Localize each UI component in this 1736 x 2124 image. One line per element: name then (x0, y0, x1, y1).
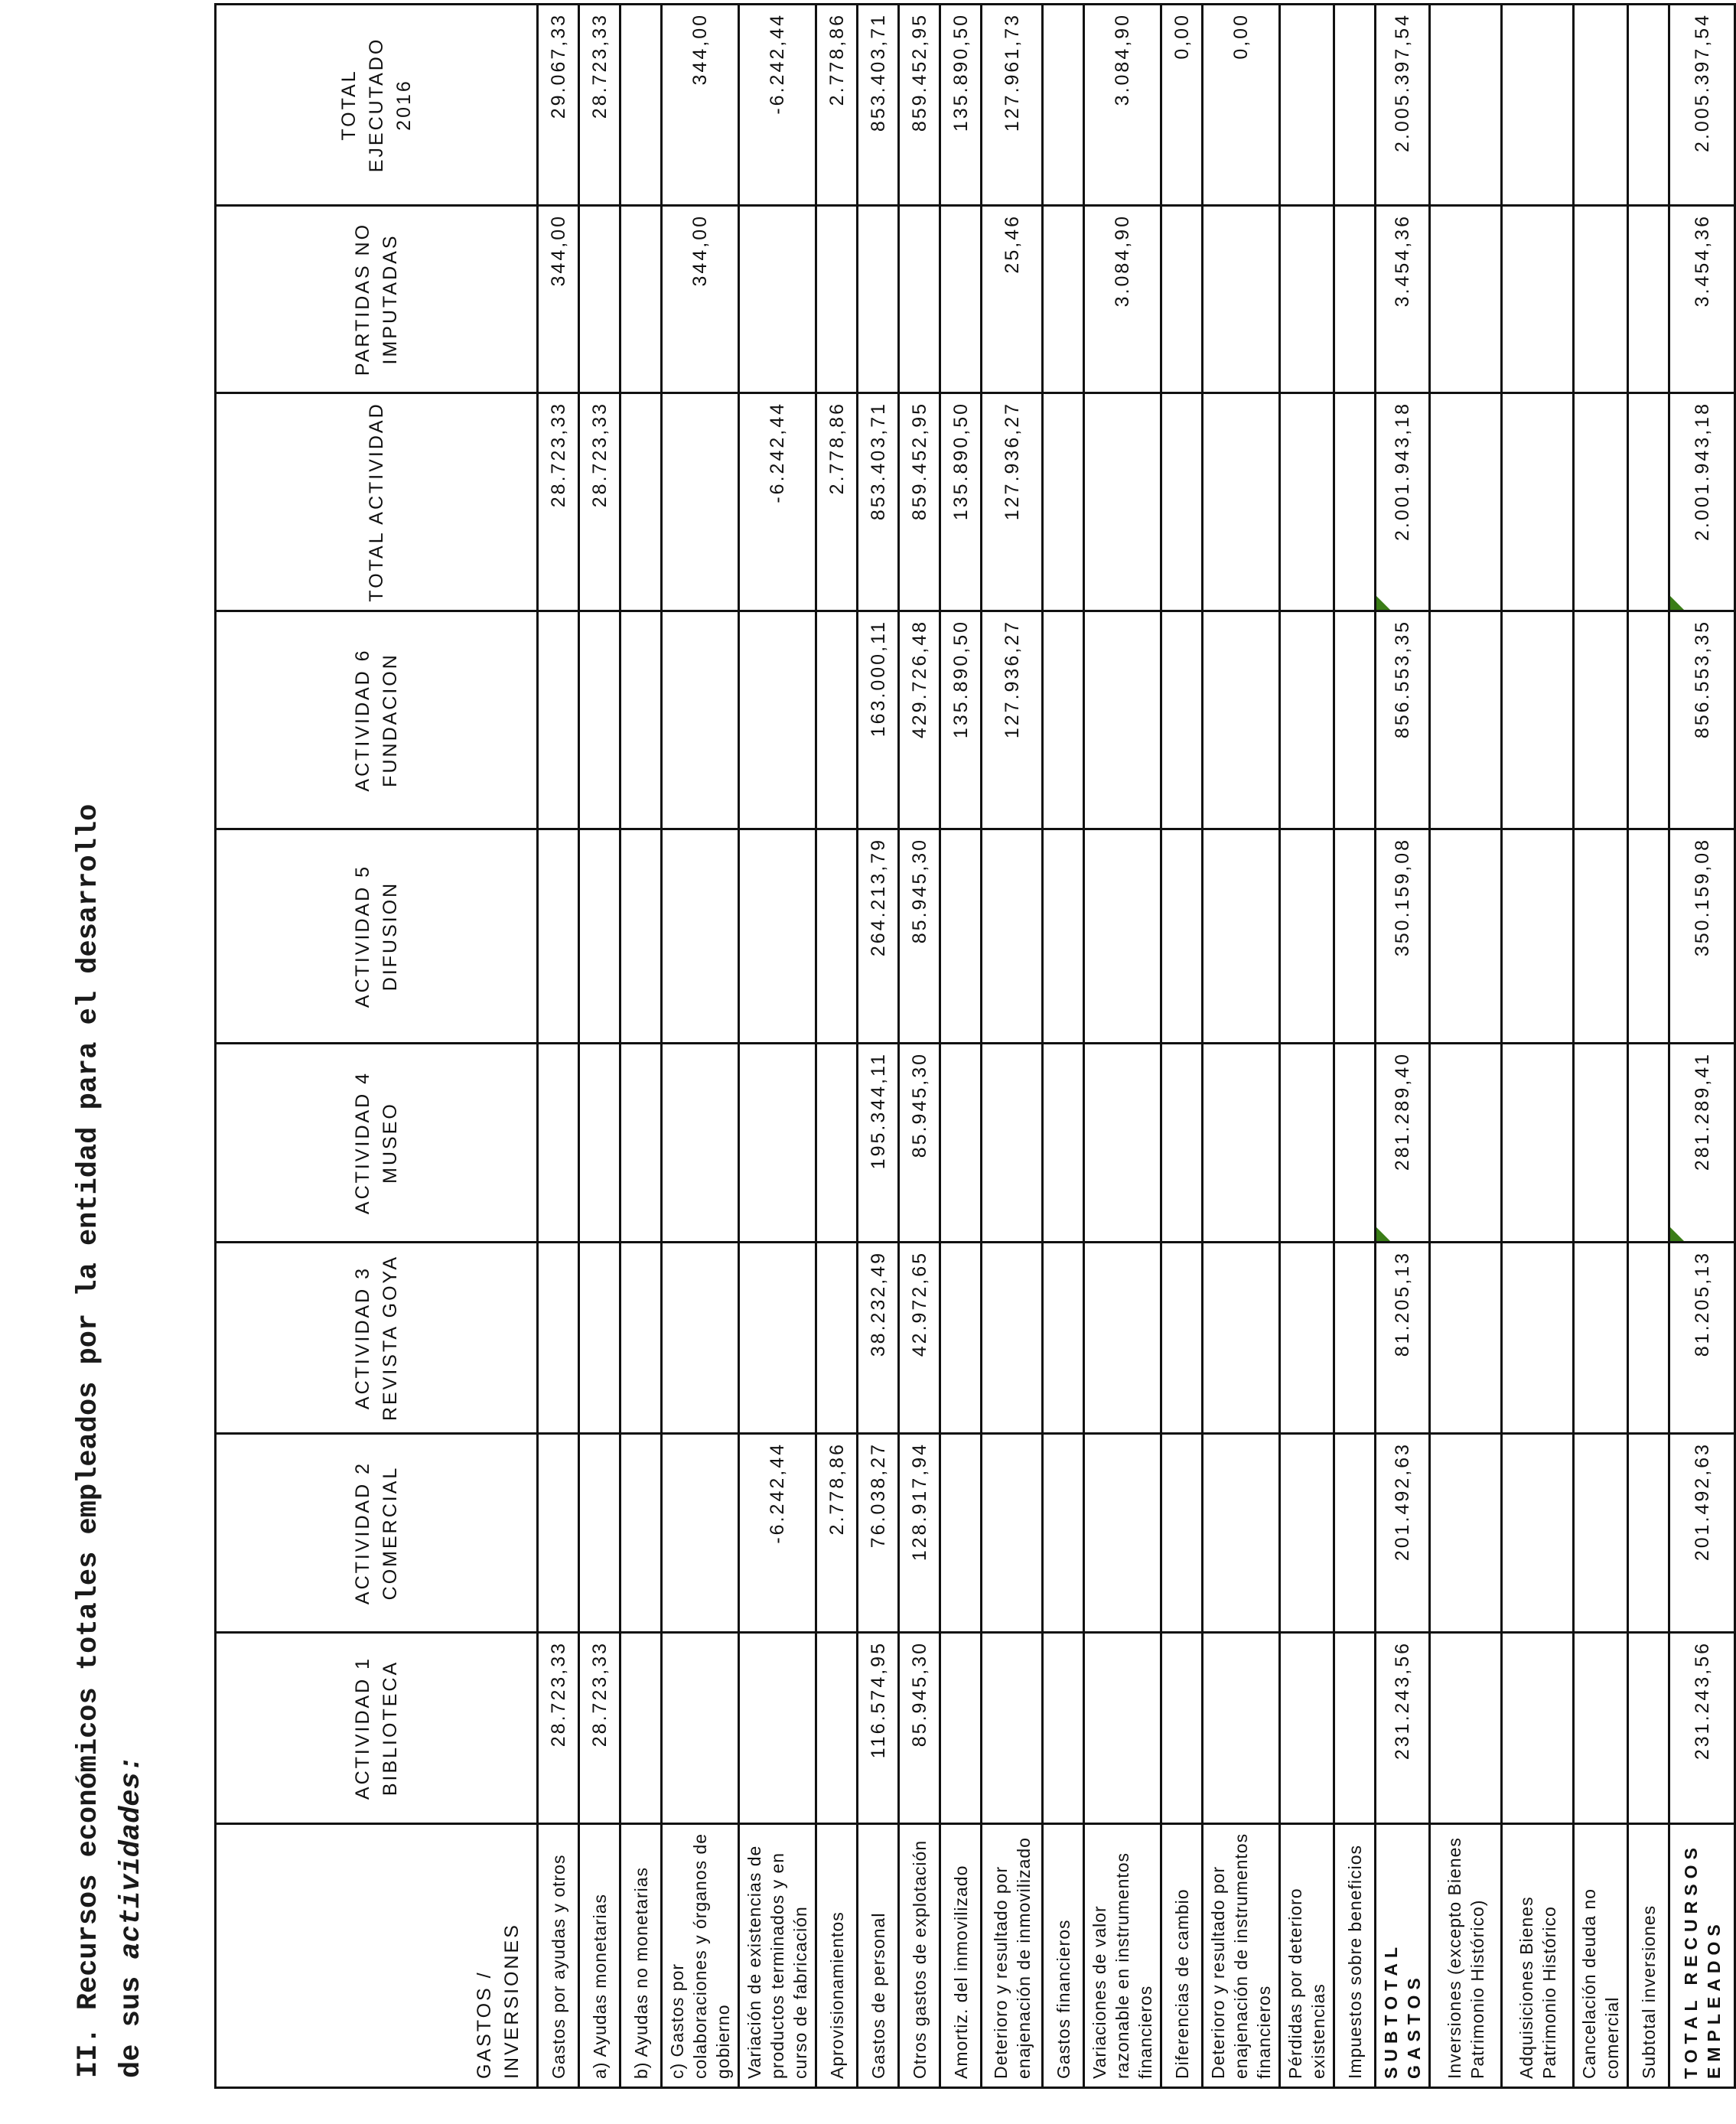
table-cell (1574, 829, 1628, 1044)
table-cell (1574, 206, 1628, 393)
table-row (1161, 5, 1203, 2088)
table-cell: 3.454,36 (1669, 206, 1735, 393)
table-cell (620, 393, 662, 611)
table-cell (1161, 611, 1203, 829)
table-cell (1334, 1434, 1376, 1633)
table-row (858, 5, 899, 2088)
column-header: ACTIVIDAD 5 DIFUSION (216, 829, 538, 1044)
table-cell (1502, 1434, 1574, 1633)
table-row (982, 5, 1043, 2088)
table-cell: 0,00 (1203, 5, 1280, 206)
table-cell: 344,00 (662, 5, 739, 206)
table-cell (1334, 1633, 1376, 1824)
table-cell (579, 1044, 620, 1243)
table-cell (816, 1633, 858, 1824)
table-cell: 76.038,27 (858, 1434, 899, 1633)
table-cell (1628, 611, 1669, 829)
table-cell: 85.945,30 (899, 829, 940, 1044)
table-cell: 128.917,94 (899, 1434, 940, 1633)
table-cell (739, 1633, 816, 1824)
column-header: ACTIVIDAD 2 COMERCIAL (216, 1434, 538, 1633)
table-row (579, 5, 620, 2088)
table-cell (1628, 1434, 1669, 1633)
column-header: ACTIVIDAD 1 BIBLIOTECA (216, 1633, 538, 1824)
row-label: TOTAL RECURSOS EMPLEADOS (1669, 1824, 1735, 2088)
table-cell: 3.084,90 (1084, 206, 1161, 393)
table-cell: 28.723,33 (579, 5, 620, 206)
table-cell (1430, 1243, 1502, 1434)
table-cell: -6.242,44 (739, 1434, 816, 1633)
table-cell (1161, 206, 1203, 393)
table-row (1430, 5, 1502, 2088)
table-cell (1084, 829, 1161, 1044)
table-cell: 281.289,40 (1376, 1044, 1430, 1243)
table-cell (662, 1044, 739, 1243)
table-cell (1203, 206, 1280, 393)
table-cell: 116.574,95 (858, 1633, 899, 1824)
table-cell: 135.890,50 (940, 611, 982, 829)
table-cell (579, 611, 620, 829)
table-cell (1334, 393, 1376, 611)
row-label: Subtotal inversiones (1628, 1824, 1669, 2088)
table-cell (982, 1633, 1043, 1824)
table-row (739, 5, 816, 2088)
table-cell: 853.403,71 (858, 393, 899, 611)
table-cell (1280, 1633, 1334, 1824)
table-cell: 127.961,73 (982, 5, 1043, 206)
table-cell: 195.344,11 (858, 1044, 899, 1243)
table-cell (1334, 1243, 1376, 1434)
table-row (1084, 5, 1161, 2088)
row-label: Diferencias de cambio (1161, 1824, 1203, 2088)
row-label: Deterioro y resultado por enajenación de inmovilizado (982, 1824, 1043, 2088)
table-cell: 859.452,95 (899, 393, 940, 611)
table-cell (1502, 611, 1574, 829)
table-cell: 2.005.397,54 (1669, 5, 1735, 206)
table-cell (1084, 393, 1161, 611)
table-cell (1043, 611, 1084, 829)
row-label: a) Ayudas monetarias (579, 1824, 620, 2088)
table-cell (1628, 1044, 1669, 1243)
table-cell: 231.243,56 (1669, 1633, 1735, 1824)
row-label: Gastos de personal (858, 1824, 899, 2088)
table-cell: 0,00 (1161, 5, 1203, 206)
table-cell (1280, 829, 1334, 1044)
table-cell: 135.890,50 (940, 393, 982, 611)
table-cell (1203, 1243, 1280, 1434)
table-cell (538, 829, 579, 1044)
table-cell (1628, 1633, 1669, 1824)
table-cell: 28.723,33 (579, 393, 620, 611)
row-label: Gastos por ayudas y otros (538, 1824, 579, 2088)
table-cell (1043, 829, 1084, 1044)
table-cell (1280, 206, 1334, 393)
table-cell: 344,00 (662, 206, 739, 393)
table-cell: 2.001.943,18 (1669, 393, 1735, 611)
table-cell (662, 1243, 739, 1434)
table-cell: 856.553,35 (1376, 611, 1430, 829)
table-cell (1502, 1044, 1574, 1243)
table-cell (1574, 1044, 1628, 1243)
table-row (1203, 5, 1280, 2088)
table-cell: 350.159,08 (1669, 829, 1735, 1044)
table-row (1628, 5, 1669, 2088)
table-cell (620, 1243, 662, 1434)
table-cell (1043, 5, 1084, 206)
table-cell (1203, 393, 1280, 611)
table-cell (1203, 611, 1280, 829)
table-cell: 429.726,48 (899, 611, 940, 829)
section-heading (67, 804, 153, 2078)
table-cell (538, 1243, 579, 1434)
table-cell (1043, 1633, 1084, 1824)
table-cell (1280, 1044, 1334, 1243)
table-cell: 2.778,86 (816, 5, 858, 206)
table-cell (1043, 1434, 1084, 1633)
table-cell (1430, 1044, 1502, 1243)
table-cell: 25,46 (982, 206, 1043, 393)
table-cell: 2.005.397,54 (1376, 5, 1430, 206)
table-cell: 28.723,33 (538, 1633, 579, 1824)
table-cell: 264.213,79 (858, 829, 899, 1044)
table-cell (1430, 5, 1502, 206)
table-cell: 85.945,30 (899, 1633, 940, 1824)
heading-line-2 (110, 804, 153, 2078)
row-label: Aprovisionamientos (816, 1824, 858, 2088)
table-cell (620, 829, 662, 1044)
column-header: PARTIDAS NO IMPUTADAS (216, 206, 538, 393)
table-cell (816, 206, 858, 393)
table-cell (1043, 1044, 1084, 1243)
heading-line-2-emphasis: actividades: (116, 1755, 148, 1959)
table-cell (1430, 1434, 1502, 1633)
table-cell (620, 1044, 662, 1243)
table-cell (1280, 1243, 1334, 1434)
table-cell (1334, 206, 1376, 393)
table-cell (1574, 1434, 1628, 1633)
table-cell (816, 611, 858, 829)
table-cell (940, 1434, 982, 1633)
table-cell: 344,00 (538, 206, 579, 393)
table-cell (662, 829, 739, 1044)
table-cell (1628, 1243, 1669, 1434)
table-cell (739, 829, 816, 1044)
table-cell (1280, 393, 1334, 611)
table-cell (816, 1243, 858, 1434)
table-cell: 201.492,63 (1376, 1434, 1430, 1633)
table-cell (620, 5, 662, 206)
table-cell (1502, 5, 1574, 206)
table-cell (1161, 1434, 1203, 1633)
row-label: Adquisiciones Bienes Patrimonio Histórico (1502, 1824, 1574, 2088)
table-cell: 281.289,41 (1669, 1044, 1735, 1243)
table-cell (940, 1044, 982, 1243)
table-cell (940, 1633, 982, 1824)
table-cell: 38.232,49 (858, 1243, 899, 1434)
table-row (940, 5, 982, 2088)
table-cell (1628, 206, 1669, 393)
table-cell (816, 829, 858, 1044)
table-cell (538, 611, 579, 829)
table-cell (620, 206, 662, 393)
table-row (1574, 5, 1628, 2088)
table-cell (538, 1044, 579, 1243)
table-cell (1334, 5, 1376, 206)
table-row (1280, 5, 1334, 2088)
table-cell (899, 206, 940, 393)
table-cell (1280, 611, 1334, 829)
heading-line-1: II. Recursos económicos totales empleados por la entidad para el desarrollo (73, 803, 105, 2078)
table-cell (1628, 829, 1669, 1044)
table-cell: 127.936,27 (982, 611, 1043, 829)
table-cell: 3.454,36 (1376, 206, 1430, 393)
table-cell (1203, 1044, 1280, 1243)
table-cell: 135.890,50 (940, 5, 982, 206)
table-cell (662, 1633, 739, 1824)
table-cell (940, 1243, 982, 1434)
table-row (816, 5, 858, 2088)
table-cell: 2.001.943,18 (1376, 393, 1430, 611)
table-cell (1430, 829, 1502, 1044)
table-cell (1161, 1044, 1203, 1243)
table-cell (982, 829, 1043, 1044)
table-cell (1084, 1633, 1161, 1824)
table-cell (1628, 393, 1669, 611)
table-cell (1502, 393, 1574, 611)
row-label: Deterioro y resultado por enajenación de instrumentos financieros (1203, 1824, 1280, 2088)
row-label: Pérdidas por deterioro existencias (1280, 1824, 1334, 2088)
table-cell (1043, 393, 1084, 611)
table-cell (620, 1434, 662, 1633)
table-cell (662, 393, 739, 611)
table-cell (1628, 5, 1669, 206)
table-row (1334, 5, 1376, 2088)
table-cell (858, 206, 899, 393)
table-cell: 350.159,08 (1376, 829, 1430, 1044)
row-label: Otros gastos de explotación (899, 1824, 940, 2088)
row-label: Variaciones de valor razonable en instrumentos financieros (1084, 1824, 1161, 2088)
row-label: c) Gastos por colaboraciones y órganos de gobierno (662, 1824, 739, 2088)
table-cell (662, 611, 739, 829)
table-cell (1043, 1243, 1084, 1434)
table-cell: -6.242,44 (739, 393, 816, 611)
table-cell (739, 1044, 816, 1243)
table-cell: 201.492,63 (1669, 1434, 1735, 1633)
table-cell (816, 1044, 858, 1243)
row-label: Inversiones (excepto Bienes Patrimonio Histórico) (1430, 1824, 1502, 2088)
table-cell (739, 206, 816, 393)
table-row (538, 5, 579, 2088)
table-cell (662, 1434, 739, 1633)
column-header: TOTAL EJECUTADO 2016 (216, 5, 538, 206)
row-label: b) Ayudas no monetarias (620, 1824, 662, 2088)
table-cell: 127.936,27 (982, 393, 1043, 611)
table-cell (620, 611, 662, 829)
table-cell (1043, 206, 1084, 393)
table-cell (739, 1243, 816, 1434)
table-cell (1502, 1633, 1574, 1824)
table-cell: 231.243,56 (1376, 1633, 1430, 1824)
table-cell: 28.723,33 (579, 1633, 620, 1824)
table-cell (579, 829, 620, 1044)
row-label: Amortiz. del inmovilizado (940, 1824, 982, 2088)
table-cell: 42.972,65 (899, 1243, 940, 1434)
table-cell: 29.067,33 (538, 5, 579, 206)
table-cell: 2.778,86 (816, 393, 858, 611)
table-cell (1430, 393, 1502, 611)
table-cell (1084, 1434, 1161, 1633)
table-cell: -6.242,44 (739, 5, 816, 206)
table-cell (579, 1243, 620, 1434)
table-row (1502, 5, 1574, 2088)
row-label: Gastos financieros (1043, 1824, 1084, 2088)
table-cell (579, 206, 620, 393)
table-cell (620, 1633, 662, 1824)
table-cell: 85.945,30 (899, 1044, 940, 1243)
table-row (1376, 5, 1430, 2088)
table-row (1669, 5, 1735, 2088)
table-cell: 853.403,71 (858, 5, 899, 206)
table-cell (1084, 611, 1161, 829)
table-cell (1574, 393, 1628, 611)
table-cell: 859.452,95 (899, 5, 940, 206)
table-cell (1334, 611, 1376, 829)
header-row (216, 5, 538, 2088)
table-cell (1574, 1633, 1628, 1824)
table-cell (940, 206, 982, 393)
table-cell (982, 1434, 1043, 1633)
table-cell (1430, 206, 1502, 393)
table-cell (940, 829, 982, 1044)
table-cell (1161, 1633, 1203, 1824)
table-cell (1574, 1243, 1628, 1434)
table-cell (579, 1434, 620, 1633)
table-cell (1430, 1633, 1502, 1824)
table-cell (1502, 1243, 1574, 1434)
table-cell (739, 611, 816, 829)
table-cell (538, 1434, 579, 1633)
row-label: SUBTOTAL GASTOS (1376, 1824, 1430, 2088)
table-cell: 81.205,13 (1376, 1243, 1430, 1434)
table-cell (1574, 5, 1628, 206)
table-row (1043, 5, 1084, 2088)
table-cell (1280, 5, 1334, 206)
table-cell (1203, 1633, 1280, 1824)
table-cell: 163.000,11 (858, 611, 899, 829)
column-header: ACTIVIDAD 3 REVISTA GOYA (216, 1243, 538, 1434)
table-cell: 856.553,35 (1669, 611, 1735, 829)
table-cell (1161, 1243, 1203, 1434)
table-cell (1574, 611, 1628, 829)
heading-line-2-prefix: de sus (116, 1959, 148, 2078)
table-cell (1334, 829, 1376, 1044)
table-cell (1084, 1044, 1161, 1243)
row-label: Variación de existencias de productos terminados y en curso de fabricación (739, 1824, 816, 2088)
table-cell (1502, 829, 1574, 1044)
column-header: ACTIVIDAD 4 MUSEO (216, 1044, 538, 1243)
table-cell (1334, 1044, 1376, 1243)
table-cell (1161, 829, 1203, 1044)
column-header: GASTOS / INVERSIONES (216, 1824, 538, 2088)
row-label: Cancelación deuda no comercial (1574, 1824, 1628, 2088)
column-header: ACTIVIDAD 6 FUNDACION (216, 611, 538, 829)
table-cell (982, 1243, 1043, 1434)
table-cell: 3.084,90 (1084, 5, 1161, 206)
table-cell: 81.205,13 (1669, 1243, 1735, 1434)
table-cell: 2.778,86 (816, 1434, 858, 1633)
table-cell (1502, 206, 1574, 393)
table-cell (1203, 1434, 1280, 1633)
table-cell: 28.723,33 (538, 393, 579, 611)
table-row (620, 5, 662, 2088)
table-cell (1430, 611, 1502, 829)
table-row (899, 5, 940, 2088)
row-label: Impuestos sobre beneficios (1334, 1824, 1376, 2088)
table-body (538, 5, 1735, 2088)
table-cell (1161, 393, 1203, 611)
table-row (662, 5, 739, 2088)
table-cell (1203, 829, 1280, 1044)
table-cell (1084, 1243, 1161, 1434)
column-header: TOTAL ACTIVIDAD (216, 393, 538, 611)
resources-table (214, 3, 1736, 2089)
table-cell (1280, 1434, 1334, 1633)
table-cell (982, 1044, 1043, 1243)
